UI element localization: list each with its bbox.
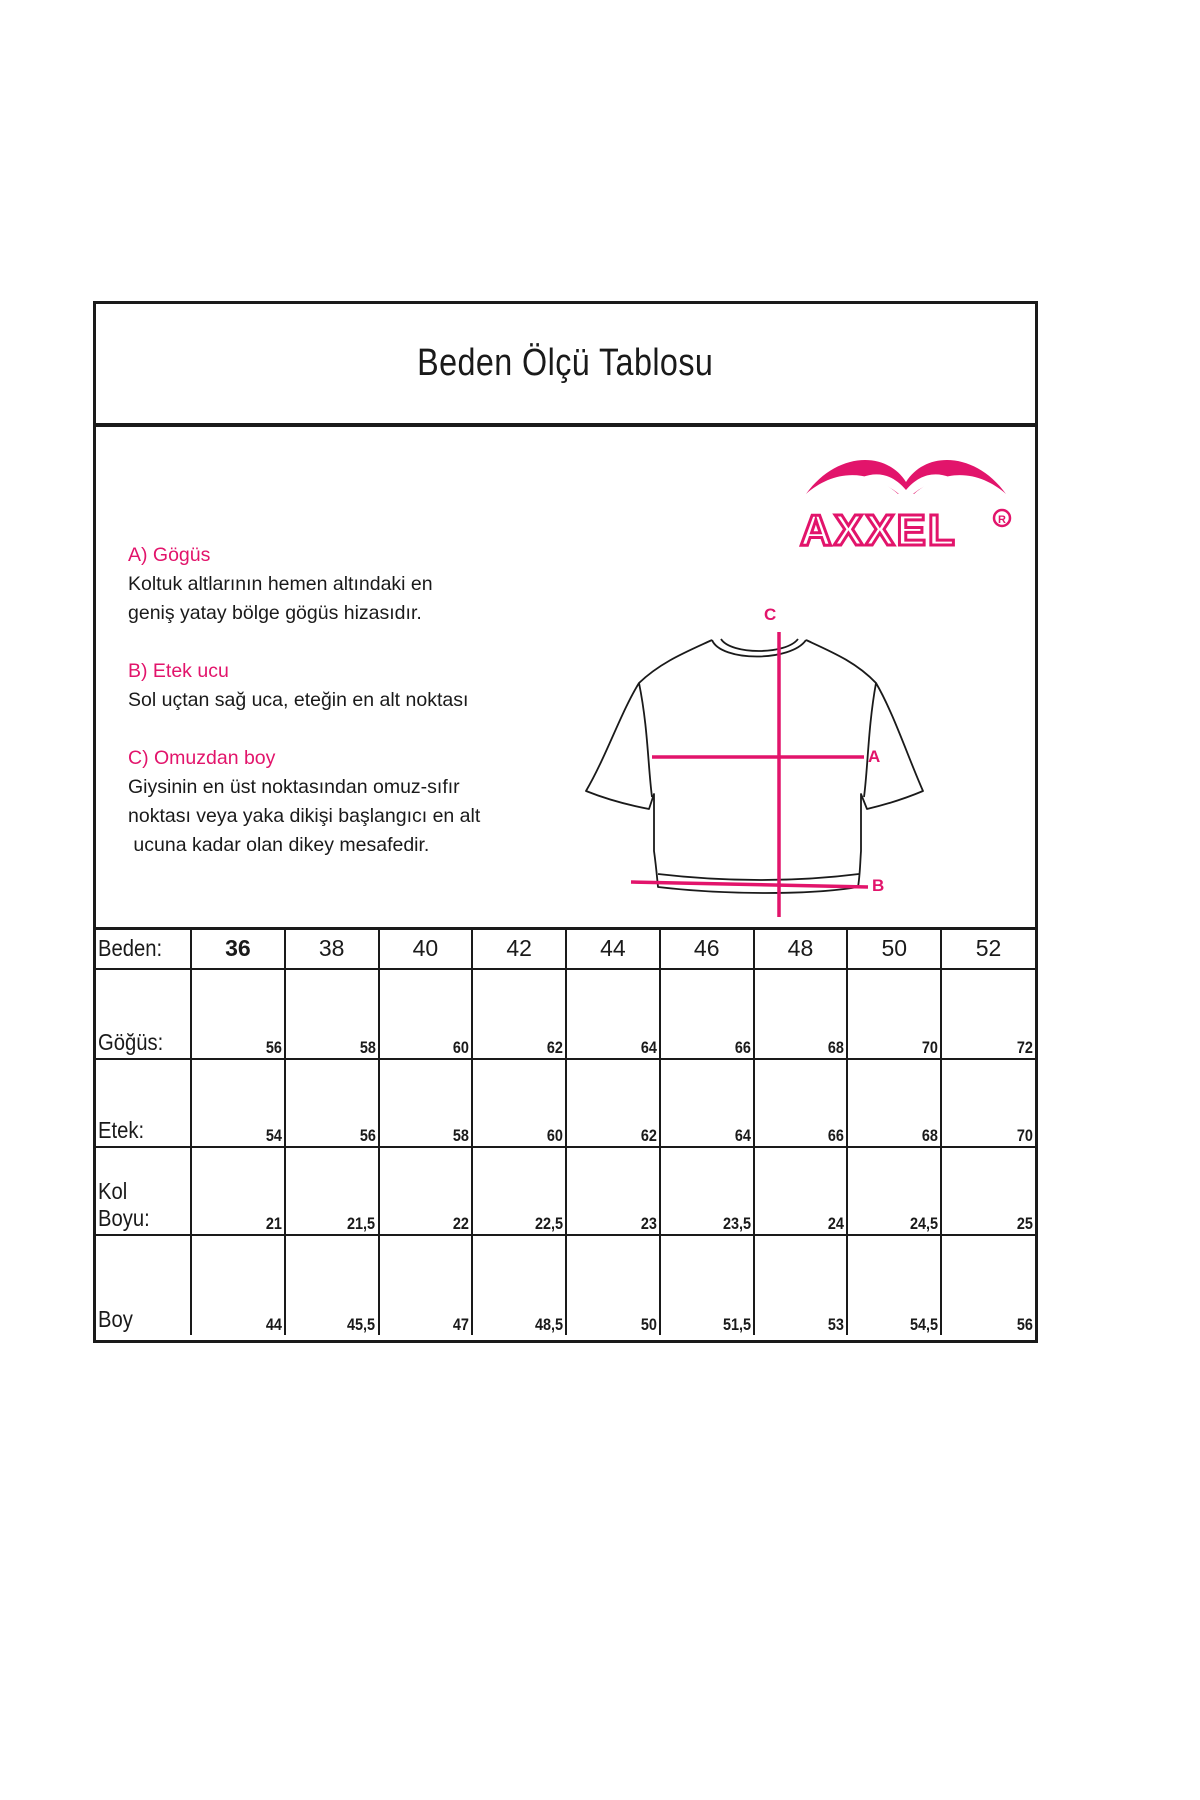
value-cell: 56 (941, 1235, 1035, 1335)
size-cell: 52 (941, 929, 1035, 969)
value-cell: 68 (847, 1059, 941, 1147)
value-cell: 68 (754, 969, 848, 1059)
value-cell: 23,5 (660, 1147, 754, 1235)
value-cell: 45,5 (285, 1235, 379, 1335)
value-cell: 24 (754, 1147, 848, 1235)
value-cell: 54,5 (847, 1235, 941, 1335)
row-label: Etek: (96, 1059, 191, 1147)
description-heading: A) Gögüs (128, 544, 211, 566)
table-row (96, 1059, 1035, 1147)
value-cell: 60 (472, 1059, 566, 1147)
description-heading: C) Omuzdan boy (128, 747, 276, 769)
size-cell: 50 (847, 929, 941, 969)
size-cell: 44 (566, 929, 660, 969)
value-cell: 21,5 (285, 1147, 379, 1235)
value-cell: 24,5 (847, 1147, 941, 1235)
tshirt-measurement-icon (536, 547, 976, 927)
label-c: C (764, 605, 777, 624)
size-cell: 40 (379, 929, 473, 969)
value-cell: 66 (660, 969, 754, 1059)
description-line: ucuna kadar olan dikey mesafedir. (128, 834, 430, 856)
value-cell: 58 (379, 1059, 473, 1147)
value-cell: 48,5 (472, 1235, 566, 1335)
value-cell: 64 (566, 969, 660, 1059)
row-label: Göğüs: (96, 969, 191, 1059)
axxel-logo (796, 442, 1016, 552)
page-title: Beden Ölçü Tablosu (417, 342, 714, 384)
value-cell: 62 (472, 969, 566, 1059)
label-a: A (868, 747, 881, 766)
description-line: geniş yatay bölge gögüs hizasıdır. (128, 602, 422, 624)
value-cell: 50 (566, 1235, 660, 1335)
table-row (96, 1147, 1035, 1235)
value-cell: 66 (754, 1059, 848, 1147)
description-line: Sol uçtan sağ uca, eteğin en alt noktası (128, 689, 469, 711)
size-cell: 46 (660, 929, 754, 969)
brand-name: AXXEL (800, 506, 957, 552)
svg-text:R: R (998, 514, 1006, 526)
value-cell: 72 (941, 969, 1035, 1059)
table-row (96, 969, 1035, 1059)
value-cell: 70 (941, 1059, 1035, 1147)
value-cell: 56 (191, 969, 285, 1059)
header-label: Beden: (96, 929, 191, 969)
value-cell: 58 (285, 969, 379, 1059)
row-label: Boy (96, 1235, 191, 1335)
value-cell: 22,5 (472, 1147, 566, 1235)
size-table (96, 927, 1035, 1335)
size-cell: 36 (191, 929, 285, 969)
value-cell: 54 (191, 1059, 285, 1147)
value-cell: 44 (191, 1235, 285, 1335)
value-cell: 51,5 (660, 1235, 754, 1335)
value-cell: 70 (847, 969, 941, 1059)
value-cell: 22 (379, 1147, 473, 1235)
value-cell: 23 (566, 1147, 660, 1235)
description-line: noktası veya yaka dikişi başlangıcı en alt (128, 805, 481, 827)
description-line: Giysinin en üst noktasından omuz-sıfır (128, 776, 460, 798)
description-heading: B) Etek ucu (128, 660, 229, 682)
value-cell: 60 (379, 969, 473, 1059)
size-cell: 38 (285, 929, 379, 969)
value-cell: 21 (191, 1147, 285, 1235)
table-row (96, 1235, 1035, 1335)
description-line: Koltuk altlarının hemen altındaki en (128, 573, 433, 595)
value-cell: 25 (941, 1147, 1035, 1235)
value-cell: 53 (754, 1235, 848, 1335)
value-cell: 56 (285, 1059, 379, 1147)
description-hem (128, 657, 468, 715)
info-panel (96, 427, 1035, 927)
size-cell: 48 (754, 929, 848, 969)
size-cell: 42 (472, 929, 566, 969)
row-label: Kol Boyu: (96, 1147, 191, 1235)
label-b: B (872, 876, 885, 895)
description-chest (128, 541, 433, 628)
size-chart-sheet (93, 301, 1038, 1343)
value-cell: 64 (660, 1059, 754, 1147)
size-header-row (96, 929, 1035, 969)
value-cell: 47 (379, 1235, 473, 1335)
description-length (128, 744, 480, 860)
value-cell: 62 (566, 1059, 660, 1147)
title-box (96, 304, 1035, 427)
